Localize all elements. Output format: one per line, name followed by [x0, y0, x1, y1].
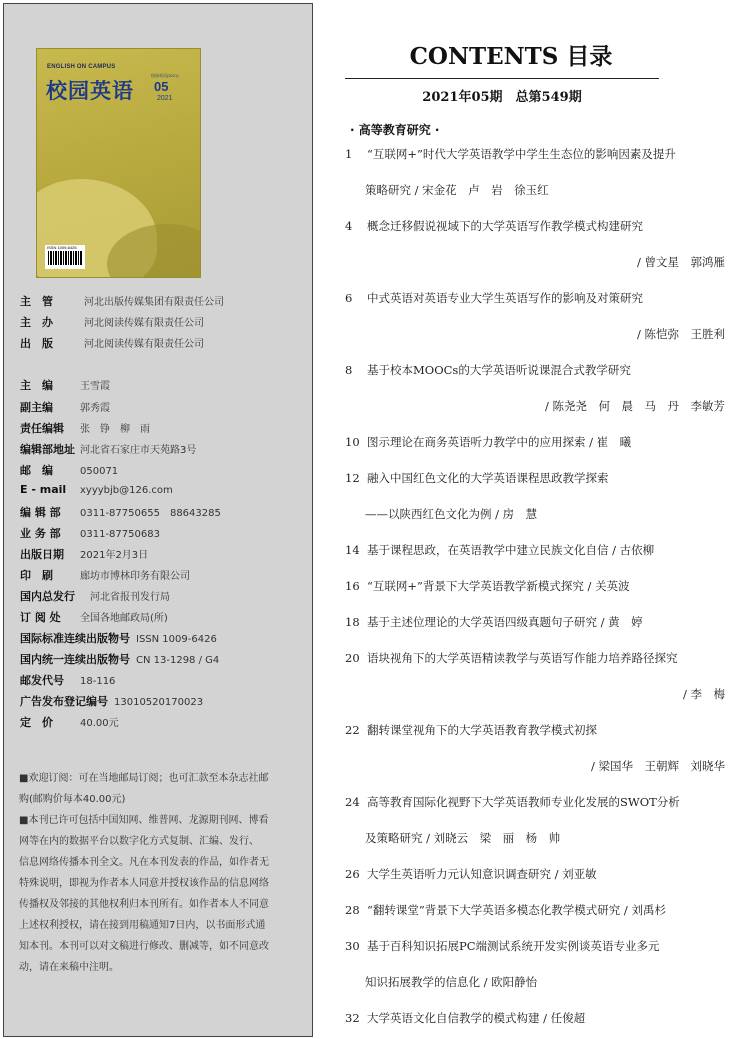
masthead-label: 编辑部地址 [20, 443, 75, 456]
masthead-value: 050071 [80, 466, 119, 477]
toc-text: 基于校本MOOCs的大学英语听说课混合式教学研究 [367, 363, 631, 377]
toc-text: 中式英语对英语专业大学生英语写作的影响及对策研究 [367, 291, 643, 305]
masthead-value: 张 铮 柳 雨 [80, 424, 150, 435]
masthead-row [20, 525, 160, 541]
masthead-value: 2021年2月3日 [80, 550, 149, 561]
toc-page-number: 16 [345, 579, 360, 593]
toc-page-number: 30 [345, 939, 360, 953]
toc-text: 基于主述位理论的大学英语四级真题句子研究 / 黄 婷 [367, 615, 643, 629]
masthead-value: 河北出版传媒集团有限责任公司 [84, 297, 224, 308]
masthead-value: 王雪霞 [80, 381, 110, 392]
masthead-row [20, 630, 217, 646]
masthead-value: 全国各地邮政局(所) [80, 613, 168, 624]
section-heading: · 高等教育研究 · [350, 123, 440, 137]
barcode-icon: ISSN 1009-6426 [45, 245, 85, 269]
masthead-label: 国内总发行 [20, 590, 75, 603]
masthead-label: E - mail [20, 483, 67, 496]
toc-entry[interactable] [345, 362, 631, 378]
toc-text: 翻转课堂视角下的大学英语教育教学模式初探 [367, 723, 597, 737]
toc-text: / 曾文星 郭鸿雁 [636, 255, 725, 269]
masthead-label: 邮 编 [20, 464, 53, 477]
issue-info: 2021年05期 总第549期 [422, 90, 582, 105]
toc-text: 大学英语文化自信教学的模式构建 / 任俊超 [367, 1011, 586, 1025]
masthead-value: 郭秀霞 [80, 403, 110, 414]
notice-line: 网等在内的数据平台以数字化方式复制、汇编、发行、 [19, 836, 259, 847]
toc-entry[interactable] [345, 866, 597, 882]
toc-entry[interactable] [345, 146, 676, 162]
masthead-row [20, 293, 224, 309]
notice-line: 动，请在来稿中注明。 [19, 962, 119, 973]
magazine-cover-image[interactable] [37, 49, 200, 277]
masthead-label: 业 务 部 [20, 527, 61, 540]
masthead-row [20, 609, 168, 625]
page-title: CONTENTS 目录 [409, 43, 613, 70]
toc-text: 策略研究 / 宋金花 卢 岩 徐玉红 [365, 183, 549, 197]
masthead-value: 廊坊市博林印务有限公司 [80, 571, 190, 582]
masthead-value: 18-116 [80, 676, 116, 687]
masthead-row [20, 504, 221, 520]
masthead-row [20, 588, 170, 604]
title-divider [345, 78, 659, 79]
subscription-notice [19, 768, 309, 978]
toc-text: 高等教育国际化视野下大学英语教师专业化发展的SWOT分析 [367, 795, 680, 809]
toc-page-number: 12 [345, 471, 360, 485]
masthead-sidebar [3, 3, 313, 1037]
toc-page-number: 6 [345, 291, 353, 305]
toc-page-number: 18 [345, 615, 360, 629]
masthead-value: 河北阅读传媒有限责任公司 [84, 318, 204, 329]
masthead-value: 河北省石家庄市天苑路3号 [80, 445, 197, 456]
masthead-label: 国际标准连续出版物号 [20, 632, 130, 645]
masthead-label: 主 办 [20, 316, 53, 329]
masthead-label: 主 编 [20, 379, 53, 392]
toc-entry[interactable] [345, 1010, 585, 1026]
masthead-row [20, 651, 219, 667]
toc-page-number: 1 [345, 147, 353, 161]
masthead-row [20, 441, 196, 457]
masthead-label: 国内统一连续出版物号 [20, 653, 130, 666]
toc-text: 图示理论在商务英语听力教学中的应用探索 / 崔 曦 [367, 435, 632, 449]
masthead-value: ISSN 1009-6426 [136, 634, 217, 645]
masthead-label: 出 版 [20, 337, 53, 350]
toc-entry[interactable] [345, 470, 609, 486]
toc-text: / 梁国华 王朝辉 刘晓华 [590, 759, 725, 773]
toc-text: / 李 梅 [682, 687, 725, 701]
notice-line: ■本刊已许可包括中国知网、维普网、龙源期刊网、博看 [19, 815, 269, 826]
masthead-value: xyyybjb@126.com [80, 485, 173, 496]
masthead-row [20, 377, 110, 393]
notice-line: ■欢迎订阅：可在当地邮局订阅；也可汇款至本杂志社邮 [19, 773, 269, 784]
masthead-row [20, 714, 119, 730]
toc-entry[interactable] [345, 938, 660, 954]
masthead-value: 0311-87750683 [80, 529, 160, 540]
masthead-row [20, 399, 110, 415]
toc-entry[interactable] [345, 182, 549, 198]
toc-text: 基于课程思政，在英语教学中建立民族文化自信 / 古依柳 [367, 543, 655, 557]
masthead-row [20, 483, 173, 496]
toc-page-number: 4 [345, 219, 353, 233]
toc-entry[interactable] [345, 794, 680, 810]
toc-page-number: 20 [345, 651, 360, 665]
notice-line: 信息网络传播本刊全文。凡在本刊发表的作品，如作者无 [19, 857, 269, 868]
cover-issue-number: 05 [154, 79, 169, 94]
masthead-row [20, 693, 203, 709]
toc-text: 融入中国红色文化的大学英语课程思政教学探索 [367, 471, 609, 485]
masthead-row [20, 462, 118, 478]
masthead-value: 13010520170023 [114, 697, 204, 708]
notice-line: 特殊说明，即视为作者本人同意并授权该作品的信息网络 [19, 878, 269, 889]
masthead-label: 印 刷 [20, 569, 53, 582]
toc-text: / 陈尧尧 何 晨 马 丹 李敏芳 [544, 399, 725, 413]
toc-text: 基于百科知识拓展PC端测试系统开发实例谈英语专业多元 [367, 939, 660, 953]
toc-entry[interactable] [345, 974, 537, 990]
cover-english-title: ENGLISH ON CAMPUS [47, 64, 116, 70]
cover-title: 校园英语 [46, 79, 134, 103]
masthead-row [20, 546, 148, 562]
masthead-label: 定 价 [20, 716, 53, 729]
toc-text: 概念迁移假说视域下的大学英语写作教学模式构建研究 [367, 219, 643, 233]
toc-entry[interactable] [345, 542, 654, 558]
toc-page-number: 22 [345, 723, 360, 737]
masthead-label: 编 辑 部 [20, 506, 61, 519]
masthead-row [20, 335, 204, 351]
toc-text: 知识拓展教学的信息化 / 欧阳静怡 [365, 975, 538, 989]
toc-entry[interactable] [345, 830, 560, 846]
toc-entry[interactable] [345, 650, 678, 666]
masthead-label: 邮发代号 [20, 674, 64, 687]
cover-issue-year: 2021 [157, 95, 173, 102]
masthead-value: 河北阅读传媒有限责任公司 [84, 339, 204, 350]
toc-entry[interactable] [345, 506, 537, 522]
toc-entry[interactable] [345, 434, 631, 450]
toc-page-number: 26 [345, 867, 360, 881]
masthead-label: 责任编辑 [20, 422, 64, 435]
masthead-value: CN 13-1298 / G4 [136, 655, 220, 666]
toc-entry[interactable] [345, 218, 643, 234]
masthead-label: 出版日期 [20, 548, 64, 561]
toc-page-number: 8 [345, 363, 353, 377]
notice-line: 上述权利授权，请在接到用稿通知7日内，以书面形式通 [19, 920, 266, 931]
masthead-value: 40.00元 [80, 718, 119, 729]
toc-author-line[interactable] [637, 254, 725, 270]
toc-text: “翻转课堂”背景下大学英语多模态化教学模式研究 / 刘禹杉 [367, 903, 666, 917]
toc-text: 及策略研究 / 刘晓云 梁 丽 杨 帅 [365, 831, 561, 845]
toc-page-number: 28 [345, 903, 360, 917]
toc-entry[interactable] [345, 578, 630, 594]
toc-page-number: 32 [345, 1011, 360, 1025]
toc-text: “互联网+”时代大学英语教学中学生生态位的影响因素及提升 [367, 147, 676, 161]
cover-tag: 校园英语(2021) [151, 73, 179, 78]
toc-text: 语块视角下的大学英语精读教学与英语写作能力培养路径探究 [367, 651, 678, 665]
toc-author-line[interactable] [591, 758, 725, 774]
masthead-row [20, 420, 150, 436]
masthead-label: 主 管 [20, 295, 53, 308]
masthead-label: 订 阅 处 [20, 611, 61, 624]
masthead-label: 广告发布登记编号 [20, 695, 108, 708]
toc-page-number: 14 [345, 543, 360, 557]
masthead-row [20, 314, 204, 330]
toc-entry[interactable] [345, 722, 597, 738]
toc-entry[interactable] [345, 902, 666, 918]
toc-entry[interactable] [345, 614, 643, 630]
toc-text: / 陈恺弥 王胜利 [636, 327, 725, 341]
toc-text: “互联网+”背景下大学英语教学新模式探究 / 关英波 [367, 579, 630, 593]
masthead-value: 河北省报刊发行局 [90, 592, 170, 603]
toc-author-line[interactable] [683, 686, 725, 702]
toc-text: ——以陕西红色文化为例 / 房 慧 [365, 507, 538, 521]
toc-author-line[interactable] [545, 398, 725, 414]
toc-entry[interactable] [345, 290, 643, 306]
masthead-value: 0311-87750655 88643285 [80, 508, 221, 519]
notice-line: 传播权及邻接的其他权利归本刊所有。如作者本人不同意 [19, 899, 269, 910]
notice-line: 购(邮购价每本40.00元) [19, 794, 126, 805]
toc-page-number: 10 [345, 435, 360, 449]
masthead-label: 副主编 [20, 401, 53, 414]
masthead-row [20, 672, 115, 688]
toc-text: 大学生英语听力元认知意识调查研究 / 刘亚敏 [367, 867, 597, 881]
masthead-row [20, 567, 190, 583]
toc-page-number: 24 [345, 795, 360, 809]
notice-line: 知本刊。本刊可以对文稿进行修改、删减等，如不同意改 [19, 941, 269, 952]
toc-author-line[interactable] [637, 326, 725, 342]
